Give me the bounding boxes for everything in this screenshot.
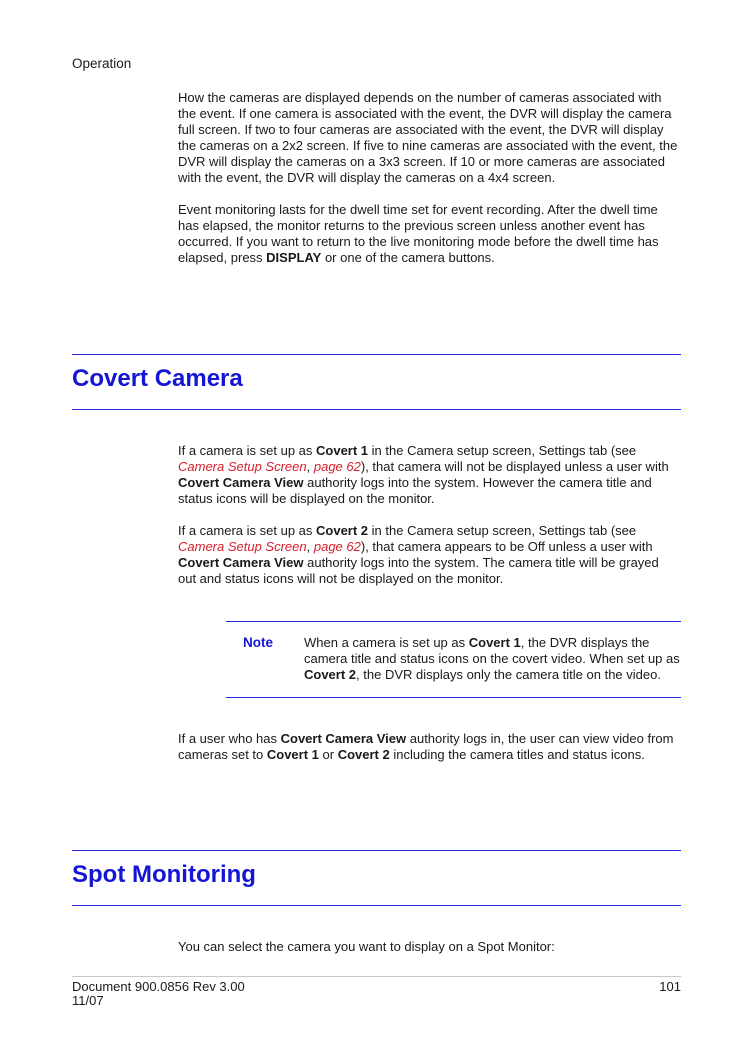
spot-paragraph-1: You can select the camera you want to display on a Spot Monitor: (178, 939, 555, 954)
intro-paragraph-1: How the cameras are displayed depends on the number of cameras associated with the event. If one camera is associated with the event, the DVR will display the camera full screen. If two to four cameras are associated with the event, the DVR will display the cameras on a 2x2 screen. If five to nine cameras are associated with the event, the DVR will display the cameras on a 3x3 screen. If 10 or more cameras are associated with the event, the DVR will display the cameras on a 4x4 screen. (178, 90, 678, 185)
covert-paragraph-2: If a camera is set up as Covert 2 in the Camera setup screen, Settings tab (see Camera Setup Screen, page 62), that camera appears to be Off unless a user with Covert Camera View authority logs into the system. The camera title will be grayed out and status icons will not be displayed on the monitor. (178, 523, 659, 586)
footer-document-number: Document 900.0856 Rev 3.00 (72, 979, 245, 994)
note-text: When a camera is set up as Covert 1, the DVR displays the camera title and status icons on the covert video. When set up as Covert 2, the DVR displays only the camera title on the video. (304, 635, 680, 682)
camera-setup-link[interactable]: Camera Setup Screen (178, 459, 307, 474)
running-header: Operation (72, 56, 132, 71)
covert-paragraph-1: If a camera is set up as Covert 1 in the Camera setup screen, Settings tab (see Camera Setup Screen, page 62), that camera will not be displayed unless a user with Covert Camera View authority logs into the system. However the camera title and status icons will be displayed on the monitor. (178, 443, 669, 506)
footer-date: 11/07 (72, 993, 104, 1008)
note-label: Note (243, 635, 273, 650)
covert-paragraph-3: If a user who has Covert Camera View authority logs in, the user can view video from cameras set to Covert 1 or Covert 2 including the camera titles and status icons. (178, 731, 674, 762)
page-62-link[interactable]: page 62 (313, 539, 361, 554)
section-rule-bottom (72, 905, 681, 906)
section-rule-bottom (72, 409, 681, 410)
camera-setup-link[interactable]: Camera Setup Screen (178, 539, 307, 554)
intro-paragraph-2: Event monitoring lasts for the dwell time set for event recording. After the dwell time has elapsed, the monitor returns to the previous screen unless another event has occurred. If you want to return to the live monitoring mode before the dwell time has elapsed, press DISPLAY or one of the camera buttons. (178, 202, 659, 265)
section-title-spot-monitoring: Spot Monitoring (72, 861, 256, 888)
section-rule-top (72, 850, 681, 851)
page-62-link[interactable]: page 62 (313, 459, 361, 474)
note-rule-bottom (226, 697, 681, 698)
section-title-covert-camera: Covert Camera (72, 365, 243, 392)
note-rule-top (226, 621, 681, 622)
page-number: 101 (659, 979, 681, 994)
section-rule-top (72, 354, 681, 355)
footer-rule (72, 976, 681, 977)
